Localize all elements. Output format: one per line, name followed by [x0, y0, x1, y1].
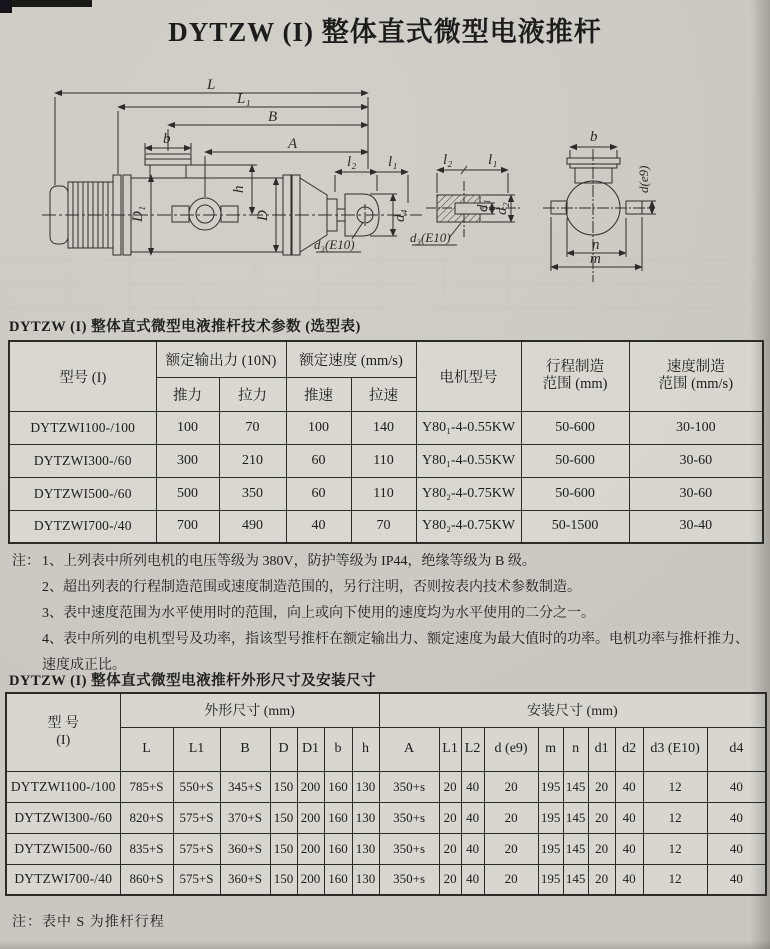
value-cell: 20 [484, 802, 538, 833]
dim-n: n [592, 237, 600, 253]
dim-A: A [288, 136, 298, 152]
col-model2 [6, 693, 120, 771]
table-row [9, 510, 763, 543]
value-cell: 820+S [120, 802, 173, 833]
model-cell: DYTZWI100-/100 [6, 771, 120, 802]
value-cell: 370+S [220, 802, 270, 833]
dim-end-b: b [590, 129, 598, 145]
notes-prefix: 注： [12, 554, 40, 569]
install-col-header: m [538, 727, 563, 771]
speed-range-line1: 速度制造 [666, 359, 725, 376]
install-col-header: A [379, 727, 439, 771]
value-cell: 110 [351, 477, 416, 510]
value-cell: 160 [324, 833, 352, 864]
value-cell: 350+s [379, 833, 439, 864]
value-cell: 195 [538, 771, 563, 802]
model-cell: DYTZWI500-/60 [6, 833, 120, 864]
value-cell: 860+S [120, 864, 173, 895]
col-rated-output: 额定输出力 (10N) [156, 341, 286, 377]
value-cell: 490 [219, 510, 286, 543]
value-cell: 12 [643, 864, 707, 895]
outline-col-header: D [270, 727, 297, 771]
dim-b: b [163, 131, 171, 147]
value-cell: 20 [588, 864, 615, 895]
value-cell: 12 [643, 802, 707, 833]
model-cell: DYTZWI700-/40 [6, 864, 120, 895]
value-cell: 150 [270, 771, 297, 802]
value-cell: 195 [538, 833, 563, 864]
value-cell: 500 [156, 477, 219, 510]
value-cell: 100 [156, 411, 219, 444]
value-cell: 110 [351, 444, 416, 477]
table-row [6, 802, 766, 833]
stroke-range-line1: 行程制造 [546, 359, 605, 376]
note-item: 2、超出列表的行程制造范围或速度制造范围的，另行注明，否则按表内技术参数制造。 [42, 580, 581, 595]
dim-sec-l2: l₂ [443, 152, 453, 168]
bottom-note: 注：表中 S 为推杆行程 [12, 915, 165, 930]
value-cell: 130 [352, 802, 379, 833]
dim-m: m [590, 251, 601, 267]
col-push-force: 推力 [156, 377, 219, 411]
note-item: 1、上列表中所列电机的电压等级为 380V，防护等级为 IP44，绝缘等级为 B 级。 [42, 554, 536, 569]
model-cell: DYTZWI700-/40 [9, 510, 156, 543]
value-cell: Y80₁-4-0.55KW [416, 444, 521, 477]
dim-D: D [255, 210, 271, 221]
note-item: 4、表中所列的电机型号及功率，指该型号推杆在额定输出力、额定速度为最大值时的功率。电机功率与推杆推力、速度成正比。 [42, 632, 749, 673]
dim-l2: l₂ [347, 154, 357, 170]
model-cell: DYTZWI300-/60 [9, 444, 156, 477]
table-row [6, 771, 766, 802]
value-cell: 100 [286, 411, 351, 444]
dim-de9: d(e9) [636, 165, 651, 193]
value-cell: Y80₁-4-0.55KW [416, 411, 521, 444]
value-cell: 40 [461, 864, 484, 895]
dim-D1: D₁ [130, 205, 146, 222]
value-cell: 785+S [120, 771, 173, 802]
value-cell: 130 [352, 833, 379, 864]
value-cell: 300 [156, 444, 219, 477]
value-cell: 40 [461, 833, 484, 864]
install-col-header: d (e9) [484, 727, 538, 771]
col-push-speed: 推速 [286, 377, 351, 411]
value-cell: 360+S [220, 864, 270, 895]
value-cell: 200 [297, 833, 324, 864]
value-cell: 40 [615, 771, 643, 802]
value-cell: 145 [563, 833, 588, 864]
dim-sec-l1: l₁ [488, 152, 498, 168]
value-cell: 350+s [379, 771, 439, 802]
outline-col-header: L1 [173, 727, 220, 771]
value-cell: 30-60 [629, 477, 763, 510]
value-cell: 20 [588, 833, 615, 864]
technical-drawing [0, 75, 770, 313]
value-cell: 140 [351, 411, 416, 444]
col-model: 型号 (I) [9, 341, 156, 411]
value-cell: 210 [219, 444, 286, 477]
value-cell: 195 [538, 864, 563, 895]
value-cell: 50-600 [521, 444, 629, 477]
notes-list [12, 549, 752, 679]
value-cell: 575+S [173, 833, 220, 864]
value-cell: 575+S [173, 802, 220, 833]
value-cell: 20 [439, 864, 461, 895]
value-cell: 20 [439, 802, 461, 833]
col-speed-range [629, 341, 763, 411]
value-cell: 40 [615, 802, 643, 833]
install-col-header: d3 (E10) [643, 727, 707, 771]
dim-sec-d3e10: d₃(E10) [410, 230, 451, 245]
value-cell: 145 [563, 802, 588, 833]
value-cell: 700 [156, 510, 219, 543]
value-cell: 200 [297, 864, 324, 895]
group-outline-dims: 外形尺寸 (mm) [120, 693, 379, 727]
col-pull-speed: 拉速 [351, 377, 416, 411]
install-col-header: d2 [615, 727, 643, 771]
bleedthrough-ghost [390, 898, 756, 942]
value-cell: 200 [297, 802, 324, 833]
value-cell: 20 [588, 771, 615, 802]
value-cell: 50-600 [521, 411, 629, 444]
value-cell: 150 [270, 833, 297, 864]
value-cell: 30-40 [629, 510, 763, 543]
value-cell: 30-60 [629, 444, 763, 477]
table-row [6, 833, 766, 864]
value-cell: 195 [538, 802, 563, 833]
value-cell: 20 [484, 864, 538, 895]
value-cell: 130 [352, 864, 379, 895]
outline-col-header: h [352, 727, 379, 771]
scan-artifact-bar [0, 0, 92, 7]
value-cell: 160 [324, 864, 352, 895]
col-rated-speed: 额定速度 (mm/s) [286, 341, 416, 377]
value-cell: 20 [439, 771, 461, 802]
value-cell: 145 [563, 864, 588, 895]
value-cell: 40 [707, 833, 766, 864]
value-cell: 40 [286, 510, 351, 543]
model-cell: DYTZWI300-/60 [6, 802, 120, 833]
value-cell: 160 [324, 771, 352, 802]
dimension-table [5, 692, 767, 896]
value-cell: 835+S [120, 833, 173, 864]
value-cell: 40 [707, 802, 766, 833]
speed-range-line2: 范围 (mm/s) [658, 376, 734, 393]
value-cell: 40 [461, 771, 484, 802]
value-cell: 20 [588, 802, 615, 833]
col-motor-model: 电机型号 [416, 341, 521, 411]
install-col-header: d1 [588, 727, 615, 771]
value-cell: 20 [484, 771, 538, 802]
value-cell: 575+S [173, 864, 220, 895]
outline-col-header: B [220, 727, 270, 771]
model2-line1: 型 号 [47, 716, 79, 732]
value-cell: 350+s [379, 802, 439, 833]
value-cell: 40 [461, 802, 484, 833]
value-cell: 150 [270, 802, 297, 833]
model-cell: DYTZWI500-/60 [9, 477, 156, 510]
value-cell: 550+S [173, 771, 220, 802]
value-cell: 70 [351, 510, 416, 543]
install-col-header: n [563, 727, 588, 771]
value-cell: 60 [286, 444, 351, 477]
col-pull-force: 拉力 [219, 377, 286, 411]
value-cell: 200 [297, 771, 324, 802]
value-cell: 150 [270, 864, 297, 895]
value-cell: 50-600 [521, 477, 629, 510]
value-cell: 145 [563, 771, 588, 802]
value-cell: 40 [615, 864, 643, 895]
value-cell: 40 [707, 864, 766, 895]
page-title: DYTZW (I) 整体直式微型电液推杆 [168, 17, 602, 47]
spec-table-caption: DYTZW (I) 整体直式微型电液推杆技术参数 (选型表) [9, 319, 361, 335]
value-cell: 20 [439, 833, 461, 864]
model-cell: DYTZWI100-/100 [9, 411, 156, 444]
value-cell: 40 [707, 771, 766, 802]
value-cell: 350 [219, 477, 286, 510]
dim-sec-d1: d₁ [475, 199, 491, 212]
scan-edge-shadow [750, 0, 770, 949]
notes-block [12, 549, 752, 679]
install-col-header: L1 [439, 727, 461, 771]
stroke-range-line2: 范围 (mm) [542, 376, 608, 393]
table-row [6, 864, 766, 895]
outline-col-header: b [324, 727, 352, 771]
value-cell: 20 [484, 833, 538, 864]
value-cell: 60 [286, 477, 351, 510]
dim-d4: d₄ [392, 209, 408, 222]
model2-line2: (I) [56, 733, 71, 749]
value-cell: 345+S [220, 771, 270, 802]
dim-h: h [231, 185, 247, 193]
dim-L: L [207, 77, 216, 93]
value-cell: 30-100 [629, 411, 763, 444]
value-cell: Y80₂-4-0.75KW [416, 510, 521, 543]
dim-d3e10: d₃(E10) [314, 237, 355, 252]
value-cell: Y80₂-4-0.75KW [416, 477, 521, 510]
value-cell: 360+S [220, 833, 270, 864]
main-side-view [42, 154, 422, 255]
value-cell: 350+s [379, 864, 439, 895]
dim-L1: L₁ [237, 91, 251, 107]
group-install-dims: 安装尺寸 (mm) [379, 693, 766, 727]
install-col-header: d4 [707, 727, 766, 771]
outline-col-header: D1 [297, 727, 324, 771]
value-cell: 40 [615, 833, 643, 864]
note-item: 3、表中速度范围为水平使用时的范围，向上或向下使用的速度均为水平使用的二分之一。 [42, 606, 595, 621]
value-cell: 12 [643, 833, 707, 864]
value-cell: 50-1500 [521, 510, 629, 543]
dim-sec-d2: d₂ [494, 202, 510, 215]
dimension-table-caption: DYTZW (I) 整体直式微型电液推杆外形尺寸及安装尺寸 [9, 673, 377, 689]
value-cell: 70 [219, 411, 286, 444]
scan-edge-shadow [0, 940, 770, 949]
value-cell: 130 [352, 771, 379, 802]
table-row [9, 444, 763, 477]
value-cell: 12 [643, 771, 707, 802]
table-row [9, 411, 763, 444]
value-cell: 160 [324, 802, 352, 833]
dim-B: B [268, 109, 278, 125]
install-col-header: L2 [461, 727, 484, 771]
spec-table [8, 340, 764, 544]
col-stroke-range [521, 341, 629, 411]
dim-l1: l₁ [388, 154, 398, 170]
table-row [9, 477, 763, 510]
outline-col-header: L [120, 727, 173, 771]
